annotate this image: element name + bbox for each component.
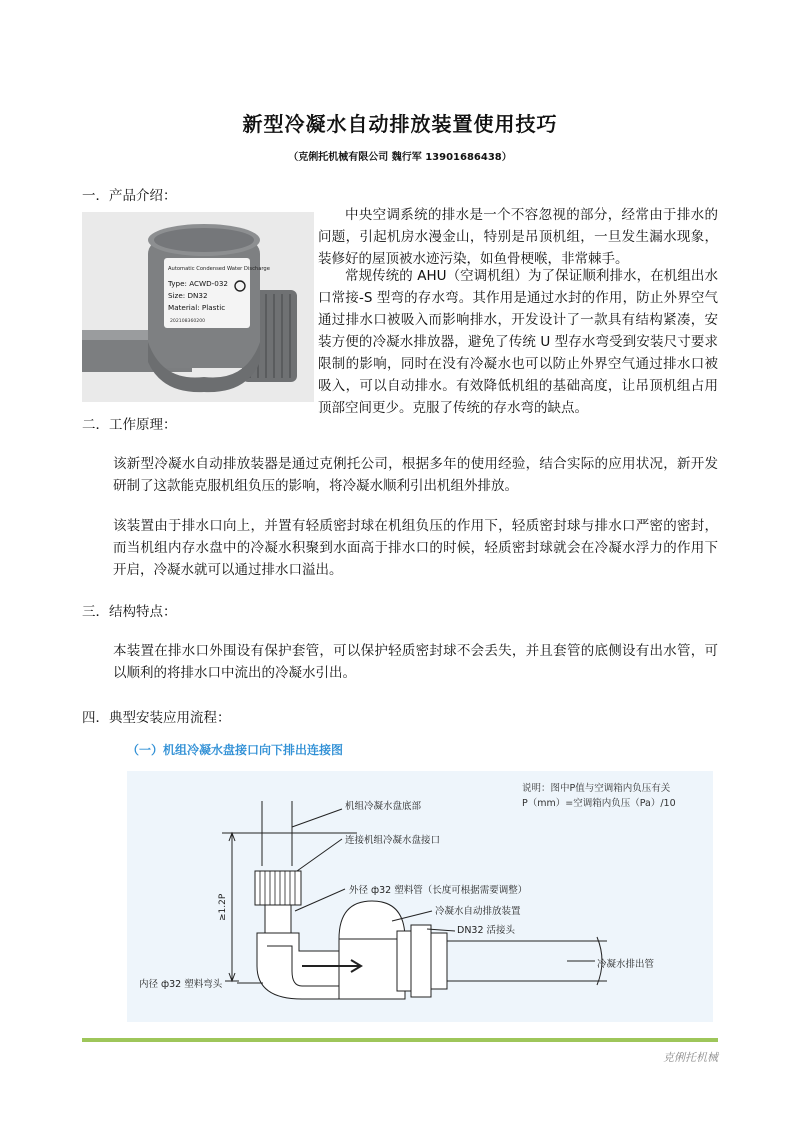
diagram-caption: （一）机组冷凝水盘接口向下排出连接图 xyxy=(127,743,344,757)
principle-paragraph-2: 该装置由于排水口向上，并置有轻质密封球在机组负压的作用下，轻质密封球与排水口严密的密封，而当机组内存水盘中的冷凝水积聚到水面高于排水口的时候，轻质密封球就会在冷凝水浮力的作用下开启，冷凝水就可以通过排水口溢出。 xyxy=(113,518,718,578)
label-device: 冷凝水自动排放装置 xyxy=(435,906,521,917)
product-photo xyxy=(82,212,314,402)
label-elbow: 内径 ф32 塑料弯头 xyxy=(139,979,223,990)
diagram-note-line2: P（mm）=空调箱内负压（Pa）/10 xyxy=(522,798,676,809)
page-subtitle: （克俐托机械有限公司 魏行军 13901686438） xyxy=(288,152,512,163)
label-pipe: 外径 ф32 塑料管（长度可根据需要调整） xyxy=(349,885,528,896)
diagram-note-line1: 说明：图中P值与空调箱内负压有关 xyxy=(522,783,671,794)
label-pan-bottom: 机组冷凝水盘底部 xyxy=(345,801,422,812)
footer-company: 克俐托机械 xyxy=(663,1051,718,1064)
section-heading-intro: 一．产品介绍： xyxy=(82,188,177,204)
photo-label-line2: Type: ACWD-032 xyxy=(168,279,228,288)
label-height: ≥1.2P xyxy=(218,893,228,921)
photo-label-line1: Automatic Condensed Water Discharge xyxy=(168,266,270,272)
photo-label-line3: Size: DN32 xyxy=(168,291,208,300)
label-outlet: 冷凝水排出管 xyxy=(597,959,655,970)
intro-paragraph-1: 中央空调系统的排水是一个不容忽视的部分，经常由于排水的问题，引起机房水漫金山，特别是吊顶机组，一旦发生漏水现象，装修好的屋顶被水迹污染，如鱼骨梗喉，非常棘手。 xyxy=(318,207,718,267)
footer-divider xyxy=(82,1038,718,1042)
section-heading-principle: 二．工作原理： xyxy=(82,417,177,433)
intro-paragraph-2: 常规传统的 AHU（空调机组）为了保证顺利排水，在机组出水口常接-S 型弯的存水弯。其作用是通过水封的作用，防止外界空气通过排水口被吸入而影响排水，开发设计了一款具有结构紧凑，安装方便的冷凝水排放器，避免了传统 U 型存水弯受到安装尺寸要求限制的影响，同时在没有冷凝水也可以防止外界空气通过排水口被吸入，可以自动排水。有效降低机组的基础高度，让吊顶机组占用顶部空间更少。克服了传统的存水弯的缺点。 xyxy=(318,268,718,416)
photo-label-line4: Material: Plastic xyxy=(168,303,226,312)
features-paragraph: 本装置在排水口外围设有保护套管，可以保护轻质密封球不会丢失，并且套管的底侧设有出水管，可以顺利的将排水口中流出的冷凝水引出。 xyxy=(113,643,718,681)
label-union: DN32 活接头 xyxy=(457,925,516,936)
section-heading-features: 三．结构特点： xyxy=(82,604,177,620)
label-pan-port: 连接机组冷凝水盘接口 xyxy=(345,835,441,846)
photo-label-serial: 202108360200 xyxy=(170,319,206,324)
page-title: 新型冷凝水自动排放装置使用技巧 xyxy=(242,112,558,136)
installation-diagram xyxy=(127,771,713,1022)
principle-paragraph-1: 该新型冷凝水自动排放装器是通过克俐托公司，根据多年的使用经验，结合实际的应用状况，新开发研制了这款能克服机组负压的影响，将冷凝水顺利引出机组外排放。 xyxy=(113,456,718,494)
section-heading-installation: 四．典型安装应用流程： xyxy=(82,710,231,726)
